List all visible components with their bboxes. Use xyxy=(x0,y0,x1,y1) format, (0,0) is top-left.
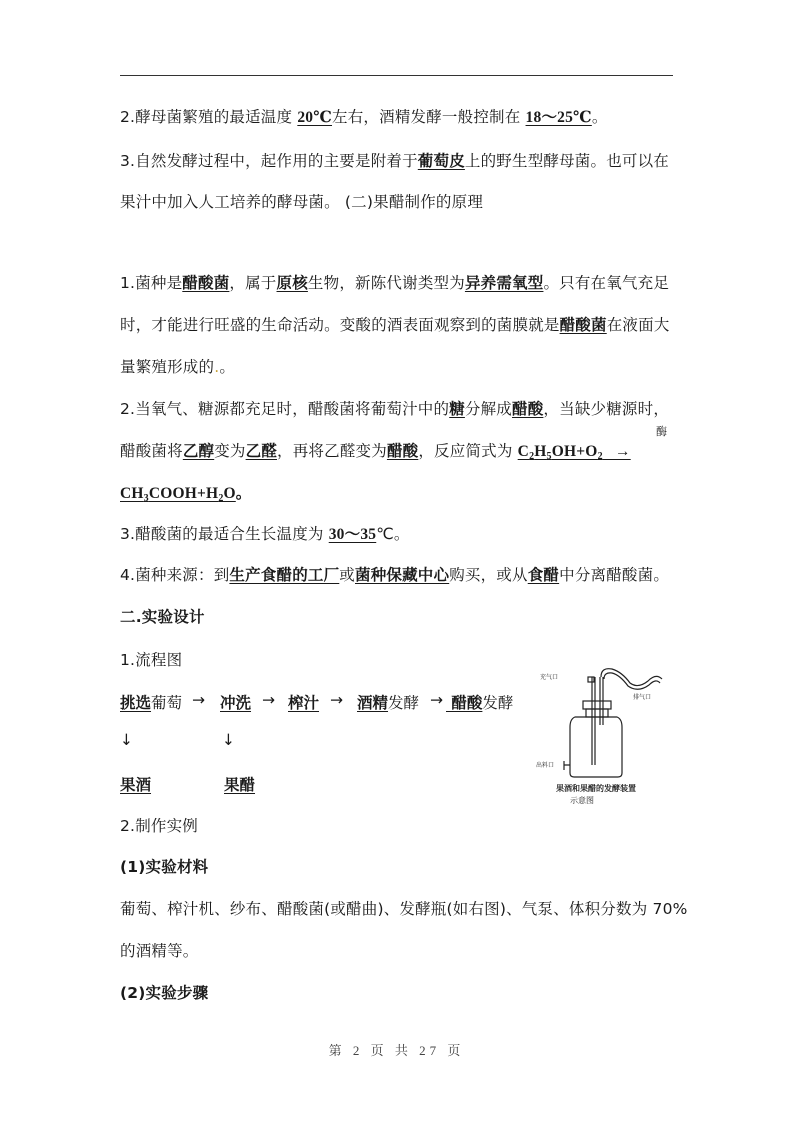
text: 4.菌种来源：到 xyxy=(120,566,230,584)
text: ，当缺少糖源时， xyxy=(543,400,670,418)
temp-20: 20℃ xyxy=(297,109,333,126)
eq-sub: 2 xyxy=(597,451,603,462)
eq-part: COOH+H xyxy=(148,485,219,502)
paragraph-acetobacter xyxy=(120,273,669,293)
text: 醋酸 xyxy=(446,694,483,712)
output-fruit-vinegar: 果醋 xyxy=(224,776,256,794)
text: 3.醋酸菌的最适合生长温度为 xyxy=(120,525,329,543)
text: 在液面大 xyxy=(606,316,670,334)
paragraph-natural-fermentation-cont xyxy=(120,192,483,212)
arrow-down-icon: ↓ xyxy=(222,731,235,749)
paragraph-acetobacter-end xyxy=(120,357,235,377)
step-juice: 榨汁 xyxy=(288,694,320,712)
text: 上的野生型酵母菌。也可以在 xyxy=(464,152,670,170)
paragraph-sugar-oxygen xyxy=(120,399,669,419)
text: 左右，酒精发酵一般控制在 xyxy=(332,108,526,126)
keyword-strain-center: 菌种保藏中心 xyxy=(355,566,450,584)
paragraph-acetobacter-cont xyxy=(120,315,670,335)
eq-sub: 2 xyxy=(218,493,224,504)
text: 量繁殖形成的 xyxy=(120,358,215,376)
text: 。 xyxy=(219,358,236,376)
label-exhaust: 排气口 xyxy=(633,694,652,701)
keyword-acetaldehyde: 乙醛 xyxy=(245,442,278,460)
step-alcohol-fermentation xyxy=(357,691,419,713)
text: 发酵 xyxy=(482,694,514,712)
step-acetic-fermentation xyxy=(446,691,513,713)
subheading-steps: (2)实验步骤 xyxy=(120,984,209,1002)
keyword-vinegar: 食醋 xyxy=(527,566,560,584)
text: 购买，或从 xyxy=(449,566,528,584)
keyword-aerobic-heterotroph: 异养需氧型 xyxy=(464,274,544,292)
step-select-grapes xyxy=(120,691,182,713)
header-rule xyxy=(120,75,673,76)
eq-part: CH xyxy=(120,485,144,502)
paragraph-natural-fermentation xyxy=(120,151,669,171)
equation-products-text xyxy=(120,485,236,502)
text: 或 xyxy=(339,566,355,584)
page-footer: 第 2 页 共 27 页 xyxy=(328,1043,465,1058)
arrow-right-icon: → xyxy=(262,691,275,709)
arrow-right-icon: → xyxy=(430,691,443,709)
paragraph-yeast-temperature xyxy=(120,107,608,128)
text: ℃。 xyxy=(376,525,410,543)
text: 葡萄 xyxy=(151,694,183,712)
label-outlet: 出料口 xyxy=(536,762,555,769)
text: ，再将乙醛变为 xyxy=(277,442,387,460)
stray-mark: . xyxy=(214,358,220,376)
keyword-acetic-acid: 醋酸 xyxy=(512,400,544,418)
eq-part: C xyxy=(517,443,530,460)
text: 挑选 xyxy=(120,694,152,712)
text: 。只有在氧气充足 xyxy=(543,274,670,292)
fermentation-bottle-illustration xyxy=(530,655,680,820)
keyword-acetobacter: 醋酸菌 xyxy=(182,274,230,292)
text: 2.酵母菌繁殖的最适温度 xyxy=(120,108,298,126)
label-inlet: 充气口 xyxy=(540,674,559,681)
text: 时，才能进行旺盛的生命活动。变酸的酒表面观察到的菌膜就是 xyxy=(120,316,560,334)
equation-products xyxy=(120,483,251,504)
eq-part: OH+O xyxy=(551,443,598,460)
text: 。 xyxy=(591,108,608,126)
eq-sub: 2 xyxy=(529,451,535,462)
text: 生物，新陈代谢类型为 xyxy=(307,274,465,292)
enzyme-label: 酶 xyxy=(656,425,667,438)
section-heading-experiment-design: 二.实验设计 xyxy=(120,608,205,626)
text: 发酵 xyxy=(388,694,420,712)
reaction-arrow: → xyxy=(602,443,631,460)
text: 变为 xyxy=(214,442,246,460)
text: 酒精 xyxy=(357,694,389,712)
keyword-ethanol: 乙醇 xyxy=(182,442,215,460)
paragraph-acetobacter-temperature xyxy=(120,524,410,545)
text: 。 xyxy=(235,484,252,502)
eq-part: O xyxy=(223,485,236,502)
eq-sub: 3 xyxy=(143,493,149,504)
text: 果汁中加入人工培养的酵母菌。 (二)果醋制作的原理 xyxy=(120,193,484,211)
text: 醋酸菌将 xyxy=(120,442,183,460)
subheading-materials: (1)实验材料 xyxy=(120,858,209,876)
keyword-grape-skin: 葡萄皮 xyxy=(417,152,465,170)
materials-list-cont: 的酒精等。 xyxy=(120,942,199,960)
keyword-acetobacter: 醋酸菌 xyxy=(559,316,607,334)
arrow-right-icon: → xyxy=(330,691,343,709)
keyword-vinegar-factory: 生产食醋的工厂 xyxy=(229,566,340,584)
text: ，属于 xyxy=(229,274,277,292)
subheading-flowchart: 1.流程图 xyxy=(120,651,183,669)
equation-reactants xyxy=(518,443,631,460)
text: ，反应简式为 xyxy=(418,442,518,460)
eq-sub: 5 xyxy=(546,451,552,462)
arrow-right-icon: → xyxy=(192,691,205,709)
step-rinse: 冲洗 xyxy=(220,694,252,712)
text: 3.自然发酵过程中，起作用的主要是附着于 xyxy=(120,152,418,170)
text: 1.菌种是 xyxy=(120,274,183,292)
text: 中分离醋酸菌。 xyxy=(559,566,670,584)
fermentation-apparatus-figure xyxy=(530,655,680,820)
figure-caption-line1: 果酒和果醋的发酵装置 xyxy=(556,784,636,793)
paragraph-strain-source xyxy=(120,565,669,585)
keyword-prokaryote: 原核 xyxy=(276,274,308,292)
keyword-acetic-acid: 醋酸 xyxy=(386,442,419,460)
eq-part: H xyxy=(534,443,547,460)
temp-30-35: 30～35 xyxy=(328,526,377,543)
figure-caption-line2: 示意图 xyxy=(570,796,594,805)
subheading-example: 2.制作实例 xyxy=(120,817,198,835)
text: 分解成 xyxy=(464,400,513,418)
arrow-down-icon: ↓ xyxy=(120,731,133,749)
paragraph-ethanol-conversion xyxy=(120,441,631,462)
keyword-sugar: 糖 xyxy=(449,400,465,418)
materials-list: 葡萄、榨汁机、纱布、醋酸菌(或醋曲)、发酵瓶(如右图)、气泵、体积分数为 70% xyxy=(120,900,688,918)
temp-18-25: 18～25℃ xyxy=(525,109,592,126)
text: 2.当氧气、糖源都充足时，醋酸菌将葡萄汁中的 xyxy=(120,400,450,418)
output-fruit-wine: 果酒 xyxy=(120,776,152,794)
